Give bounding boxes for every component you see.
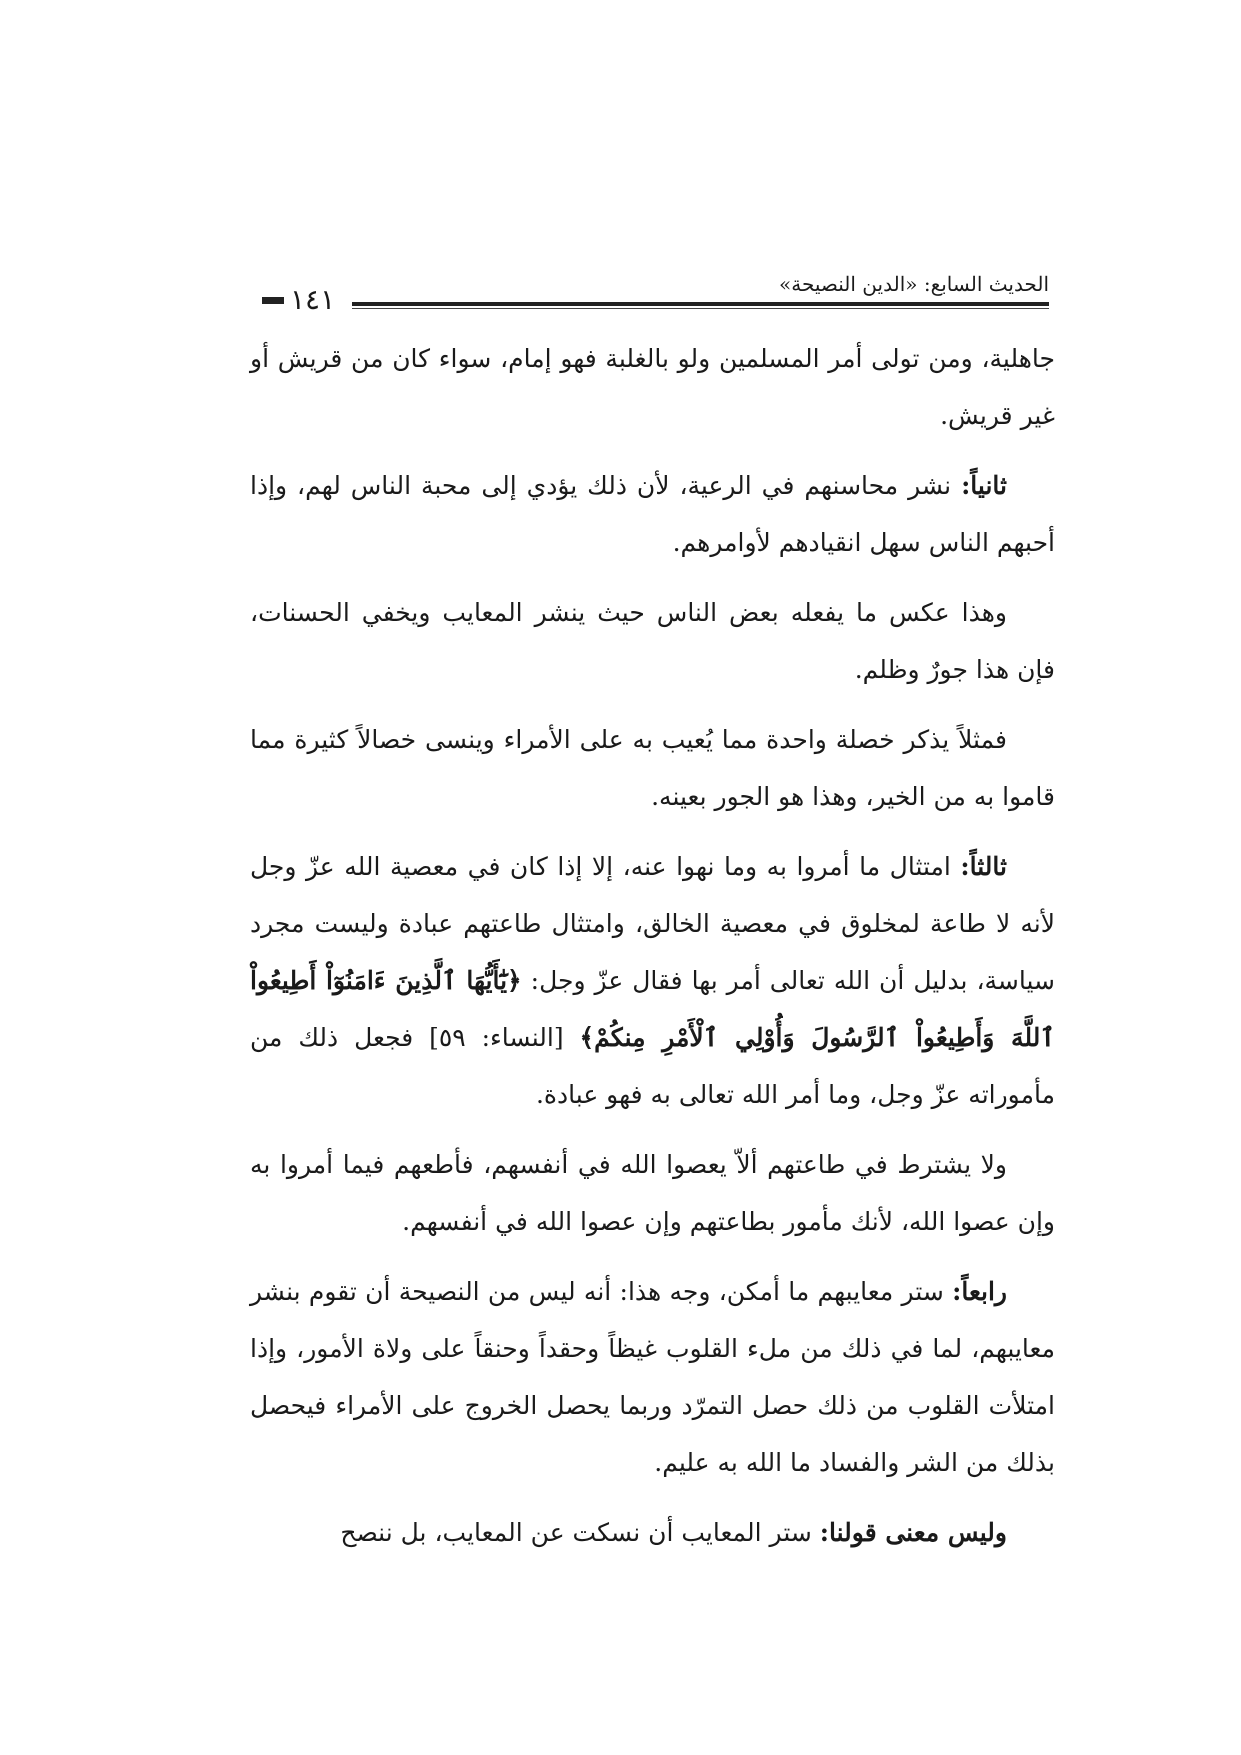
- quran-verse: ﴿يَٰٓأَيُّهَا ٱلَّذِينَ ءَامَنُوٓاْ أَطِيعُواْ ٱللَّهَ وَأَطِيعُواْ ٱلرَّسُولَ وَأُوْلِي ٱلْأَمْرِ مِنكُمْ﴾: [250, 966, 1055, 1052]
- paragraph-text: امتثال ما أمروا به وما نهوا عنه، إلا إذا كان في معصية الله عزّ وجل لأنه لا طاعة لمخلوق في معصية الخالق، وامتثال طاعتهم عبادة وليست مجرد سياسة، بدليل أن الله تعالى أمر بها فقال عزّ وجل:: [250, 852, 1055, 995]
- paragraph: [250, 584, 1055, 698]
- paragraph-last: [250, 1504, 1055, 1561]
- paragraph-lead: ثالثاً:: [960, 852, 1007, 881]
- page-header: [262, 272, 1049, 316]
- paragraph-text: جاهلية، ومن تولى أمر المسلمين ولو بالغلبة فهو إمام، سواء كان من قريش أو غير قريش.: [250, 344, 1055, 430]
- paragraph-text: ستر معايبهم ما أمكن، وجه هذا: أنه ليس من النصيحة أن تقوم بنشر معايبهم، لما في ذلك من ملء القلوب غيظاً وحقداً وحنقاً على ولاة الأمور، وإذا امتلأت القلوب من ذلك حصل التمرّد وربما يحصل الخروج على الأمراء فيحصل بذلك من الشر والفساد ما الله به عليم.: [250, 1277, 1055, 1477]
- header-rule-thin: [352, 308, 1049, 309]
- page-number-block: [262, 283, 336, 316]
- paragraph-lead: ثانياً:: [961, 471, 1007, 500]
- paragraph-fourth-point: [250, 1263, 1055, 1491]
- paragraph-lead: وليس معنى قولنا:: [819, 1518, 1007, 1547]
- paragraph-text: ستر المعايب أن نسكت عن المعايب، بل ننصح: [340, 1518, 820, 1547]
- paragraph: [250, 711, 1055, 825]
- page-number-bar: [262, 297, 284, 304]
- paragraph-second-point: [250, 457, 1055, 571]
- running-header-title: الحديث السابع: «الدين النصيحة»: [779, 272, 1049, 296]
- paragraph-text: [النساء: ٥٩] فجعل ذلك من مأموراته عزّ وجل، وما أمر الله تعالى به فهو عبادة.: [250, 1023, 1055, 1109]
- body-text: [250, 330, 1055, 1574]
- paragraph-text: نشر محاسنهم في الرعية، لأن ذلك يؤدي إلى محبة الناس لهم، وإذا أحبهم الناس سهل انقيادهم لأوامرهم.: [250, 471, 1055, 557]
- paragraph-text: وهذا عكس ما يفعله بعض الناس حيث ينشر المعايب ويخفي الحسنات، فإن هذا جورٌ وظلم.: [250, 598, 1055, 684]
- paragraph-third-point: [250, 838, 1055, 1123]
- paragraph: [250, 1136, 1055, 1250]
- header-rule: [352, 302, 1049, 306]
- paragraph-text: فمثلاً يذكر خصلة واحدة مما يُعيب به على الأمراء وينسى خصالاً كثيرة مما قاموا به من الخير، وهذا هو الجور بعينه.: [250, 725, 1055, 811]
- page-number: ١٤١: [290, 283, 336, 316]
- paragraph-lead: رابعاً:: [952, 1277, 1007, 1306]
- paragraph-continuation: [250, 330, 1055, 444]
- paragraph-text: ولا يشترط في طاعتهم ألاّ يعصوا الله في أنفسهم، فأطعهم فيما أمروا به وإن عصوا الله، لأنك مأمور بطاعتهم وإن عصوا الله في أنفسهم.: [250, 1150, 1055, 1236]
